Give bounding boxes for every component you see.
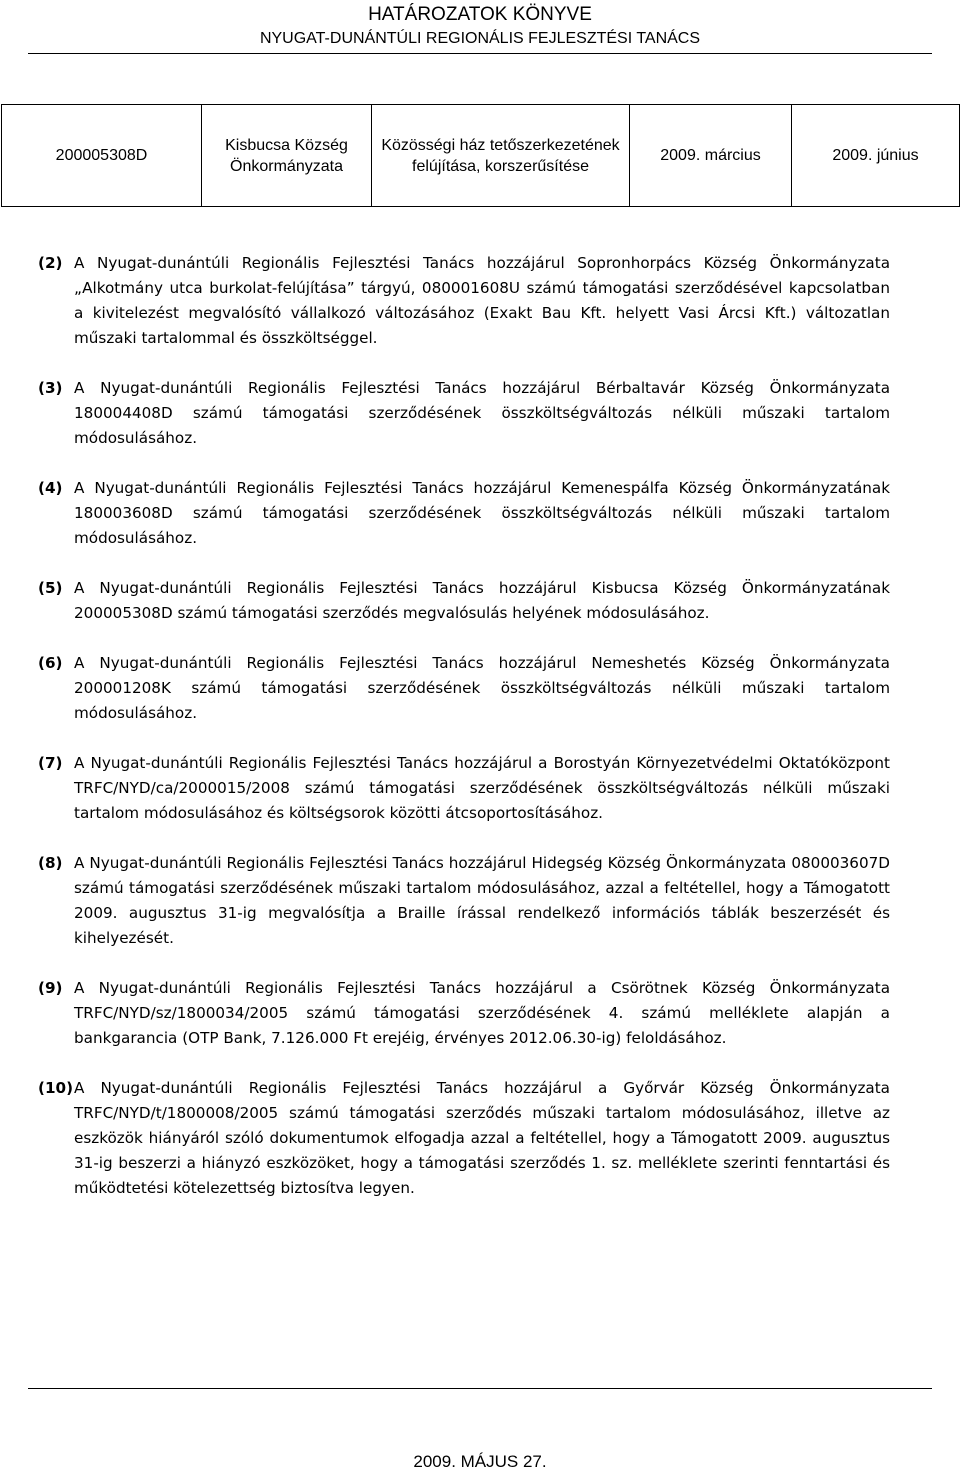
resolution-item: [38, 851, 890, 951]
project-owner-cell: Kisbucsa Község Önkormányzata: [202, 105, 372, 207]
item-number: (10): [38, 1079, 74, 1097]
item-number: (9): [38, 979, 63, 997]
project-id-cell: 200005308D: [2, 105, 202, 207]
footer-divider: [28, 1388, 932, 1389]
item-text: A Nyugat-dunántúli Regionális Fejlesztési Tanács hozzájárul a Csörötnek Község Önkormányzata TRFC/NYD/sz/1800034/2005 számú támogatási szerződésének 4. számú melléklete alapján a bankgarancia (OTP Bank, 7.126.000 Ft erejéig, érvényes 2012.06.30-ig) feloldásához.: [74, 979, 890, 1047]
resolution-item: [38, 476, 890, 551]
document-title: HATÁROZATOK KÖNYVE: [368, 4, 592, 25]
resolution-list: [38, 251, 890, 1201]
item-text: A Nyugat-dunántúli Regionális Fejlesztési Tanács hozzájárul a Borostyán Környezetvédelmi Oktatóközpont TRFC/NYD/ca/2000015/2008 számú támogatási szerződésének összköltségváltozás nélküli műszaki tartalom módosulásához és költségsorok közötti átcsoportosításához.: [74, 754, 890, 822]
resolution-item: [38, 976, 890, 1051]
resolution-item: [38, 1076, 890, 1201]
project-name-cell: Közösségi ház tetőszerkezetének felújítása, korszerűsítése: [372, 105, 630, 207]
resolution-item: [38, 376, 890, 451]
resolution-item: [38, 576, 890, 626]
item-number: (6): [38, 654, 63, 672]
document-subtitle: NYUGAT-DUNÁNTÚLI REGIONÁLIS FEJLESZTÉSI TANÁCS: [259, 30, 701, 47]
project-start-cell: 2009. március: [630, 105, 792, 207]
resolution-item: [38, 751, 890, 826]
item-number: (7): [38, 754, 63, 772]
item-text: A Nyugat-dunántúli Regionális Fejlesztési Tanács hozzájárul Sopronhorpács Község Önkormányzata „Alkotmány utca burkolat-felújítása” tárgyú, 080001608U számú támogatási szerződésével kapcsolatban a kivitelezést megvalósító vállalkozó változásához (Exakt Bau Kft. helyett Vasi Árcsi Kft.) változatlan műszaki tartalommal és összköltséggel.: [74, 254, 890, 347]
item-number: (4): [38, 479, 63, 497]
item-text: A Nyugat-dunántúli Regionális Fejlesztési Tanács hozzájárul Kemenespálfa Község Önkormányzatának 180003608D számú támogatási szerződésének összköltségváltozás nélküli műszaki tartalom módosulásához.: [74, 479, 890, 547]
table-row: [2, 105, 960, 207]
item-text: A Nyugat-dunántúli Regionális Fejlesztési Tanács hozzájárul a Győrvár Község Önkormányzata TRFC/NYD/t/1800008/2005 számú támogatási szerződés műszaki tartalom módosulásához, illetve az eszközök hiányáról szóló dokumentumok elfogadja azzal a feltétellel, hogy a Támogatott 2009. augusztus 31-ig beszerzi a hiányzó eszközöket, hogy a támogatási szerződés 1. sz. melléklete szerinti fenntartási és működtetési kötelezettség biztosítva legyen.: [74, 1079, 890, 1197]
item-text: A Nyugat-dunántúli Regionális Fejlesztési Tanács hozzájárul Hidegség Község Önkormányzata 080003607D számú támogatási szerződésének műszaki tartalom módosulásához, azzal a feltétellel, hogy a Támogatott 2009. augusztus 31-ig megvalósítja a Braille írással rendelkező információs táblák beszerzését és kihelyezését.: [74, 854, 890, 947]
item-number: (3): [38, 379, 63, 397]
header-divider: [28, 53, 932, 54]
footer-date: 2009. MÁJUS 27.: [413, 1452, 547, 1471]
item-number: (2): [38, 254, 63, 272]
project-table: [1, 104, 960, 207]
item-text: A Nyugat-dunántúli Regionális Fejlesztési Tanács hozzájárul Bérbaltavár Község Önkormányzata 180004408D számú támogatási szerződésének összköltségváltozás nélküli műszaki tartalom módosulásához.: [74, 379, 890, 447]
item-number: (8): [38, 854, 63, 872]
resolution-item: [38, 251, 890, 351]
item-text: A Nyugat-dunántúli Regionális Fejlesztési Tanács hozzájárul Nemeshetés Község Önkormányzata 200001208K számú támogatási szerződésének összköltségváltozás nélküli műszaki tartalom módosulásához.: [74, 654, 890, 722]
resolution-item: [38, 651, 890, 726]
item-text: A Nyugat-dunántúli Regionális Fejlesztési Tanács hozzájárul Kisbucsa Község Önkormányzatának 200005308D számú támogatási szerződés megvalósulás helyének módosulásához.: [74, 579, 890, 622]
item-number: (5): [38, 579, 63, 597]
project-end-cell: 2009. június: [792, 105, 960, 207]
